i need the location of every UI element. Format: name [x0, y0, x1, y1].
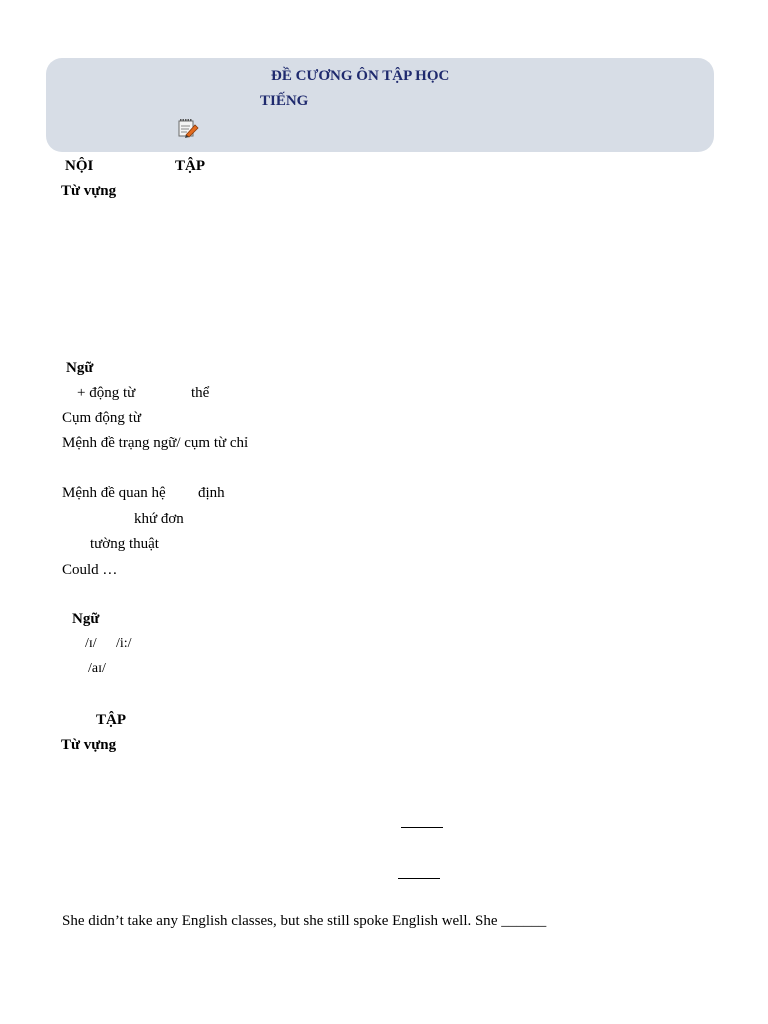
exercise-vocab-heading: Từ vựng: [61, 737, 117, 753]
grammar-item-verb-form: thể: [191, 385, 210, 401]
phonetic-sound-short-i: /ɪ/: [85, 636, 97, 651]
phonetic-sound-ai: /aɪ/: [88, 661, 106, 676]
document-title: ĐỀ CƯƠNG ÔN TẬP HỌC: [271, 68, 450, 84]
grammar-item-verb: + động từ: [77, 385, 136, 401]
exercise-heading: TẬP: [96, 712, 126, 728]
notepad-pencil-icon: [177, 118, 199, 138]
phonetic-sound-long-i: /i:/: [116, 636, 132, 651]
vocab-heading: Từ vựng: [61, 183, 117, 199]
grammar-heading: Ngữ: [66, 360, 94, 376]
phonetics-heading: Ngữ: [72, 611, 100, 627]
document-subtitle: TIẾNG: [260, 93, 309, 109]
section-heading-noi: NỘI: [65, 158, 94, 174]
grammar-item-relative-clause: Mệnh đề quan hệ: [62, 485, 166, 501]
grammar-item-relative-clause-type: định: [198, 485, 225, 501]
grammar-item-past-simple: khứ đơn: [134, 511, 184, 527]
section-heading-tap: TẬP: [175, 158, 205, 174]
grammar-item-could: Could …: [62, 562, 118, 578]
grammar-item-adverbial-clause: Mệnh đề trạng ngữ/ cụm từ chỉ: [62, 435, 249, 451]
grammar-item-phrasal-verbs: Cụm động từ: [62, 410, 141, 426]
answer-blank: [401, 827, 443, 828]
grammar-item-reported-speech: tường thuật: [90, 536, 159, 552]
answer-blank: [398, 878, 440, 879]
exercise-sentence: She didn’t take any English classes, but she still spoke English well. She ______: [62, 913, 547, 929]
